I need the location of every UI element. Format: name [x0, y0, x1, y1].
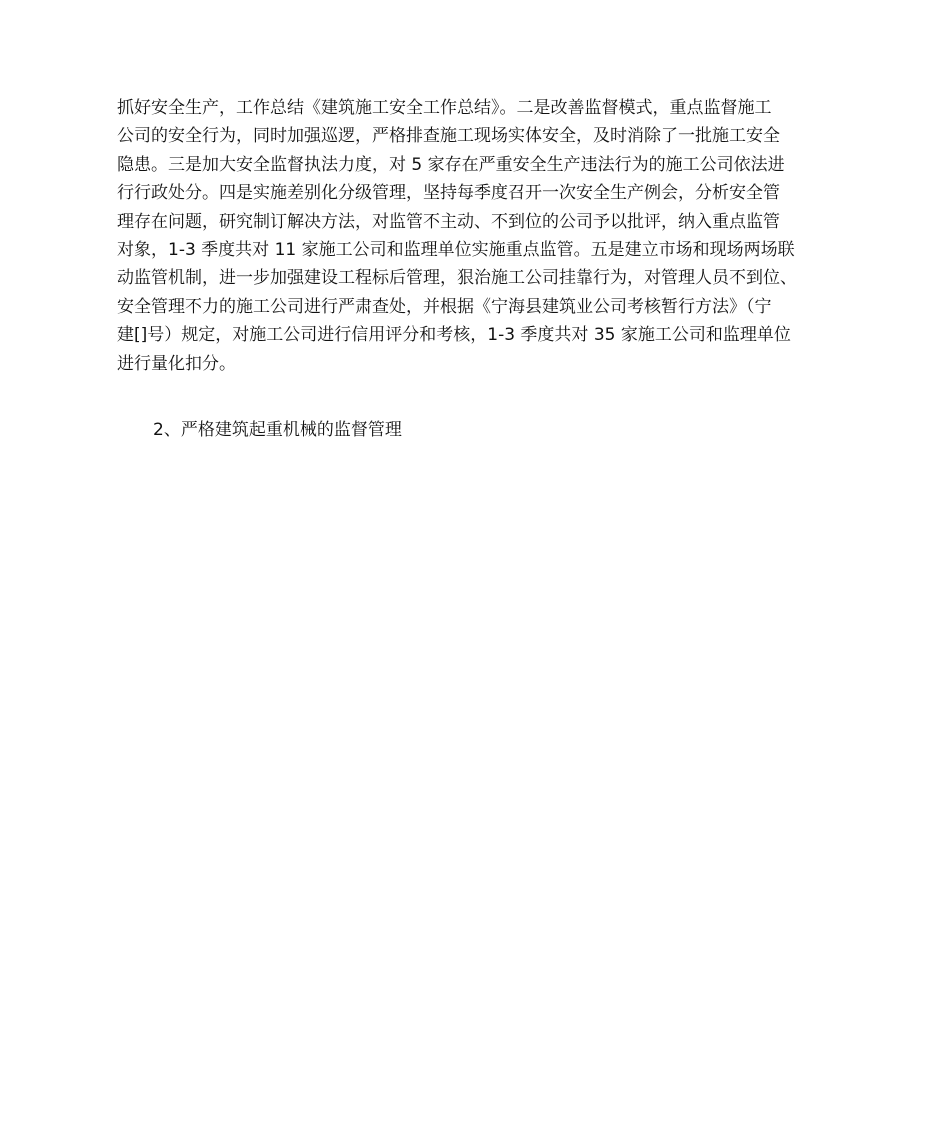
paragraph-line: 建[]号）规定，对施工公司进行信用评分和考核，1-3 季度共对 35 家施工公司和监理单位	[117, 325, 791, 346]
paragraph-line: 公司的安全行为，同时加强巡逻，严格排查施工现场实体安全，及时消除了一批施工安全	[117, 126, 780, 147]
paragraph-line: 理存在问题，研究制订解决方法，对监管不主动、不到位的公司予以批评，纳入重点监管	[117, 211, 780, 232]
body-paragraph	[117, 94, 833, 378]
paragraph-line: 动监管机制，进一步加强建设工程标后管理，狠治施工公司挂靠行为，对管理人员不到位、	[117, 268, 797, 289]
section-heading: 2、严格建筑起重机械的监督管理	[153, 420, 402, 440]
paragraph-line: 隐患。三是加大安全监督执法力度，对 5 家存在严重安全生产违法行为的施工公司依法进	[117, 154, 785, 175]
paragraph-line: 行行政处分。四是实施差别化分级管理，坚持每季度召开一次安全生产例会，分析安全管	[117, 183, 780, 204]
paragraph-line: 进行量化扣分。	[117, 353, 236, 374]
paragraph-line: 安全管理不力的施工公司进行严肃查处，并根据《宁海县建筑业公司考核暂行方法》（宁	[117, 296, 772, 317]
paragraph-line: 对象，1-3 季度共对 11 家施工公司和监理单位实施重点监管。五是建立市场和现场两场联	[117, 240, 795, 261]
paragraph-line: 抓好安全生产，工作总结《建筑施工安全工作总结》。二是改善监督模式，重点监督施工	[117, 98, 772, 118]
